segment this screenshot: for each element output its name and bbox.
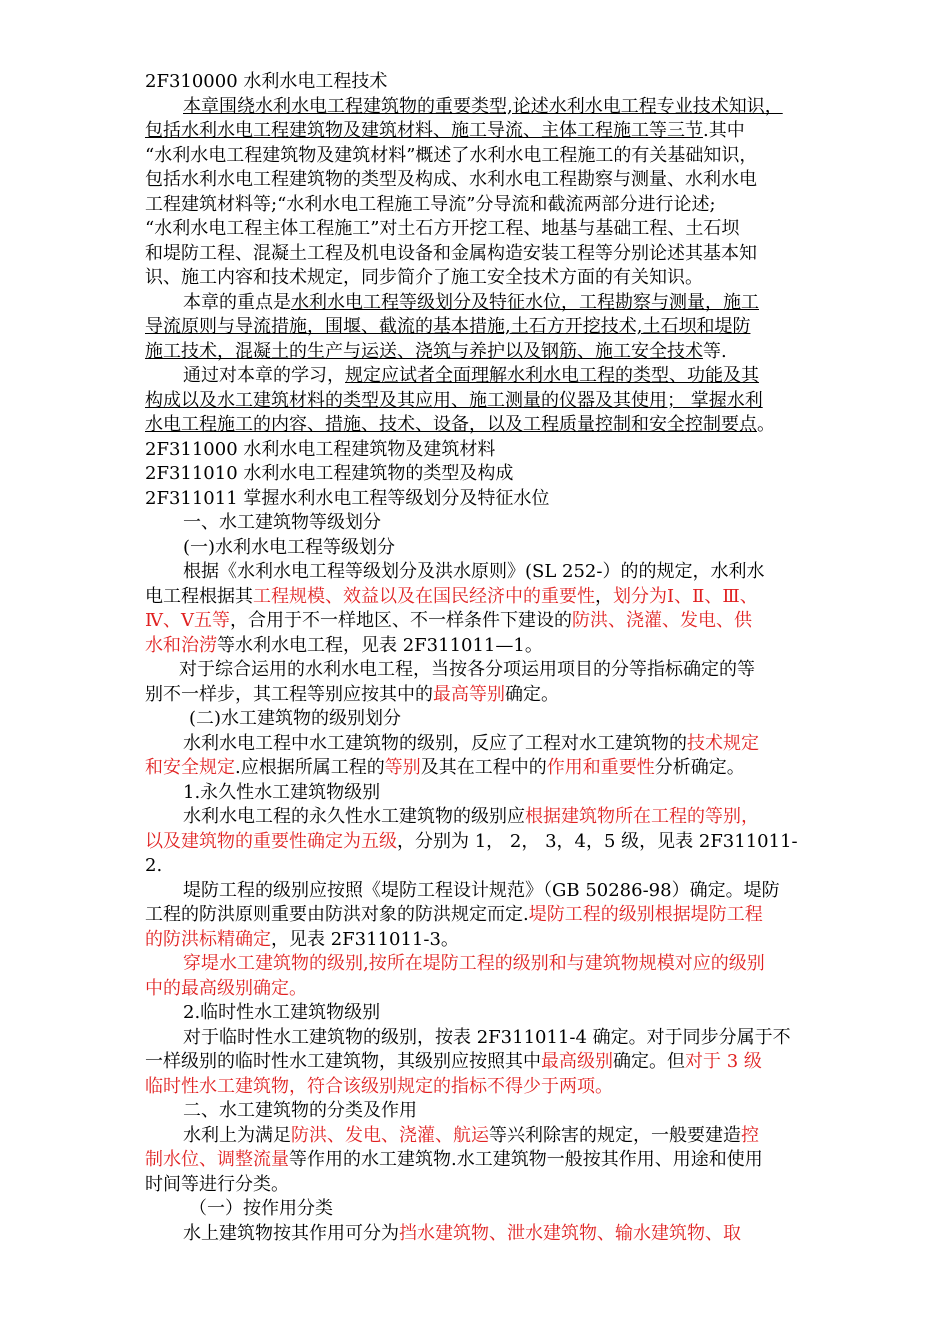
text-segment: 等兴利除害的规定，一般要建造 <box>489 1124 741 1146</box>
text-segment: 等作用的水工建筑物.水工建筑物一般按其作用、用途和使用 <box>289 1149 763 1170</box>
text-line <box>145 1026 810 1051</box>
text-line <box>145 977 810 1002</box>
highlighted-text: 和安全规定 <box>145 757 235 778</box>
text-line <box>145 536 810 561</box>
text-line <box>145 1197 810 1222</box>
text-segment: “水利水电工程建筑物及建筑材料”概述了水利水电工程施工的有关基础知识， <box>145 144 758 166</box>
text-line <box>145 1001 810 1026</box>
highlighted-text: 的防洪标精确定 <box>145 928 271 950</box>
text-line <box>145 193 810 218</box>
text-segment: 堤防工程的级别应按照《堤防工程设计规范》（GB 50286-98）确定。堤防 <box>183 879 780 901</box>
text-segment: 根据《水利水电工程等级划分及洪水原则》(SL 252-）的的规定，水利水 <box>183 561 765 582</box>
text-line <box>145 1050 810 1075</box>
text-segment: 对于综合运用的水利水电工程，当按各分项运用项目的分等指标确定的等 <box>179 659 755 680</box>
text-line <box>145 340 810 365</box>
text-line <box>145 634 810 659</box>
text-line <box>145 1099 810 1124</box>
text-segment: 2F311011 掌握水利水电工程等级划分及特征水位 <box>145 487 550 509</box>
underlined-text: 本章围绕水利水电工程建筑物的重要类型,论述水利水电工程专业技术知识， <box>183 95 783 117</box>
text-line <box>145 1148 810 1173</box>
text-line <box>145 952 810 977</box>
text-line <box>145 585 810 610</box>
highlighted-text: 最高等别 <box>433 683 505 705</box>
text-segment: 1.永久性水工建筑物级别 <box>183 781 381 803</box>
text-line <box>145 144 810 169</box>
underlined-text: 水利水电工程等级划分及特征水位，工程勘察与测量，施工 <box>291 291 759 313</box>
highlighted-text: 根据建筑物所在工程的等别， <box>525 806 759 827</box>
text-segment: 一样级别的临时性水工建筑物，其级别应按照其中 <box>145 1051 541 1072</box>
highlighted-text: 对于 3 级 <box>685 1051 762 1072</box>
text-segment: 工程建筑材料等;“水利水电工程施工导流”分导流和截流两部分进行论述; <box>145 193 716 215</box>
text-line <box>145 560 810 585</box>
highlighted-text: 中的最高级别确定。 <box>145 977 307 999</box>
text-segment: 2F310000 水利水电工程技术 <box>145 71 388 92</box>
text-segment: 分析确定。 <box>654 757 745 778</box>
text-line <box>145 511 810 536</box>
text-line <box>145 756 810 781</box>
highlighted-text: Ⅳ、Ⅴ五等 <box>145 610 230 631</box>
highlighted-text: 挡水建筑物、泄水建筑物、输水建筑物、取 <box>399 1222 741 1244</box>
text-segment: 对于临时性水工建筑物的级别，按表 2F311011-4 确定。对于同步分属于不 <box>183 1026 791 1048</box>
text-line <box>145 707 810 732</box>
highlighted-text: 临时性水工建筑物，符合该级别规定的指标不得少于两项。 <box>145 1075 613 1097</box>
text-line <box>145 1173 810 1198</box>
highlighted-text: 技术规定 <box>687 732 759 754</box>
highlighted-text: 防洪、浇灌、发电、供 <box>571 610 752 631</box>
text-line <box>145 217 810 242</box>
text-line <box>145 364 810 389</box>
highlighted-text: 防洪、发电、浇灌、航运 <box>291 1124 489 1146</box>
text-segment: 时间等进行分类。 <box>145 1173 289 1195</box>
highlighted-text: 制水位、调整流量 <box>145 1149 289 1170</box>
highlighted-text: 水和治涝 <box>145 634 217 656</box>
text-segment: 确定。但 <box>613 1051 685 1072</box>
text-line <box>145 413 810 438</box>
text-line <box>145 658 810 683</box>
text-segment: 水利水电工程的永久性水工建筑物的级别应 <box>183 806 525 827</box>
highlighted-text: 穿堤水工建筑物的级别,按所在堤防工程的级别和与建筑物规模对应的级别 <box>183 953 765 974</box>
highlighted-text: 工程规模、效益以及在国民经济中的重要性 <box>253 585 595 607</box>
text-line <box>145 389 810 414</box>
text-line <box>145 291 810 316</box>
text-line <box>145 903 810 928</box>
text-segment: 。 <box>757 414 775 435</box>
underlined-text: 构成以及水工建筑材料的类型及其应用、施工测量的仪器及其使用； 掌握水利 <box>145 389 763 411</box>
text-segment: ，见表 2F311011-3。 <box>271 928 459 950</box>
text-line <box>145 830 810 855</box>
text-line <box>145 854 810 879</box>
underlined-text: 规定应试者全面理解水利水电工程的类型、功能及其 <box>345 365 759 386</box>
text-segment: 一、水工建筑物等级划分 <box>183 512 381 533</box>
highlighted-text: 等别 <box>384 757 421 778</box>
text-line <box>145 487 810 512</box>
text-line <box>145 683 810 708</box>
text-segment: (一)水利水电工程等级划分 <box>183 536 396 558</box>
text-line <box>145 168 810 193</box>
highlighted-text: 堤防工程的级别根据堤防工程 <box>528 904 763 925</box>
text-segment: 别不一样步，其工程等别应按其中的 <box>145 683 433 705</box>
underlined-text: 包括水利水电工程建筑物及建筑材料、施工导流、主体工程施工等三节 <box>145 120 703 141</box>
text-segment: 水上建筑物按其作用可分为 <box>183 1222 399 1244</box>
text-segment: 本章的重点是 <box>183 291 291 313</box>
underlined-text: 导流原则与导流措施，围堰、截流的基本措施,土石方开挖技术,土石坝和堤防 <box>145 316 751 337</box>
text-segment: “水利水电工程主体工程施工”对土石方开挖工程、地基与基础工程、土石坝 <box>145 218 740 239</box>
text-segment: ， <box>595 585 613 607</box>
text-segment: .应根据所属工程的 <box>235 757 385 778</box>
text-line <box>145 70 810 95</box>
text-segment: 电工程根据其 <box>145 585 253 607</box>
highlighted-text: 划分为Ⅰ、Ⅱ、Ⅲ、 <box>613 585 758 607</box>
text-segment: 二、水工建筑物的分类及作用 <box>183 1100 417 1121</box>
text-line <box>145 315 810 340</box>
underlined-text: 水电工程施工的内容、措施、技术、设备，以及工程质量控制和安全控制要点 <box>145 414 757 435</box>
underlined-text: 施工技术，混凝土的生产与运送、浇筑与养护以及钢筋、施工安全技术 <box>145 340 703 362</box>
text-segment: 水利上为满足 <box>183 1124 291 1146</box>
highlighted-text: 以及建筑物的重要性确定为五级 <box>145 830 397 852</box>
text-line <box>145 1075 810 1100</box>
highlighted-text: 作用和重要性 <box>546 757 655 778</box>
text-line <box>145 805 810 830</box>
text-segment: .其中 <box>703 120 745 141</box>
text-segment: （一）按作用分类 <box>189 1198 333 1219</box>
text-segment: 2. <box>145 855 163 876</box>
text-line <box>145 732 810 757</box>
text-segment: 等水利水电工程，见表 2F311011—1。 <box>217 634 543 656</box>
text-line <box>145 95 810 120</box>
text-line <box>145 1222 810 1247</box>
text-segment: 水利水电工程中水工建筑物的级别，反应了工程对水工建筑物的 <box>183 732 687 754</box>
document-page <box>145 70 810 1246</box>
text-segment: 通过对本章的学习， <box>183 365 345 386</box>
text-segment: 和堤防工程、混凝土工程及机电设备和金属构造安装工程等分别论述其基本知 <box>145 242 757 264</box>
text-segment: 及其在工程中的 <box>420 757 547 778</box>
text-segment: 2F311010 水利水电工程建筑物的类型及构成 <box>145 463 514 484</box>
text-line <box>145 266 810 291</box>
text-line <box>145 879 810 904</box>
text-segment: 包括水利水电工程建筑物的类型及构成、水利水电工程勘察与测量、水利水电 <box>145 169 757 190</box>
text-segment: 确定。 <box>505 683 559 705</box>
text-segment: ，分别为 1， 2， 3，4，5 级，见表 2F311011- <box>397 830 798 852</box>
text-line <box>145 462 810 487</box>
text-line <box>145 609 810 634</box>
text-line <box>145 928 810 953</box>
text-segment: ，合用于不一样地区、不一样条件下建设的 <box>229 610 572 631</box>
text-line <box>145 242 810 267</box>
text-line <box>145 1124 810 1149</box>
text-segment: 工程的防洪原则重要由防洪对象的防洪规定而定. <box>145 904 529 925</box>
text-line <box>145 781 810 806</box>
highlighted-text: 最高级别 <box>541 1051 613 1072</box>
highlighted-text: 控 <box>741 1124 759 1146</box>
text-segment: (二)水工建筑物的级别划分 <box>189 708 402 729</box>
text-segment: 2F311000 水利水电工程建筑物及建筑材料 <box>145 438 496 460</box>
text-segment: 识、施工内容和技术规定，同步简介了施工安全技术方面的有关知识。 <box>145 267 703 288</box>
text-segment: 等. <box>703 340 727 362</box>
text-line <box>145 119 810 144</box>
text-line <box>145 438 810 463</box>
text-segment: 2.临时性水工建筑物级别 <box>183 1002 381 1023</box>
